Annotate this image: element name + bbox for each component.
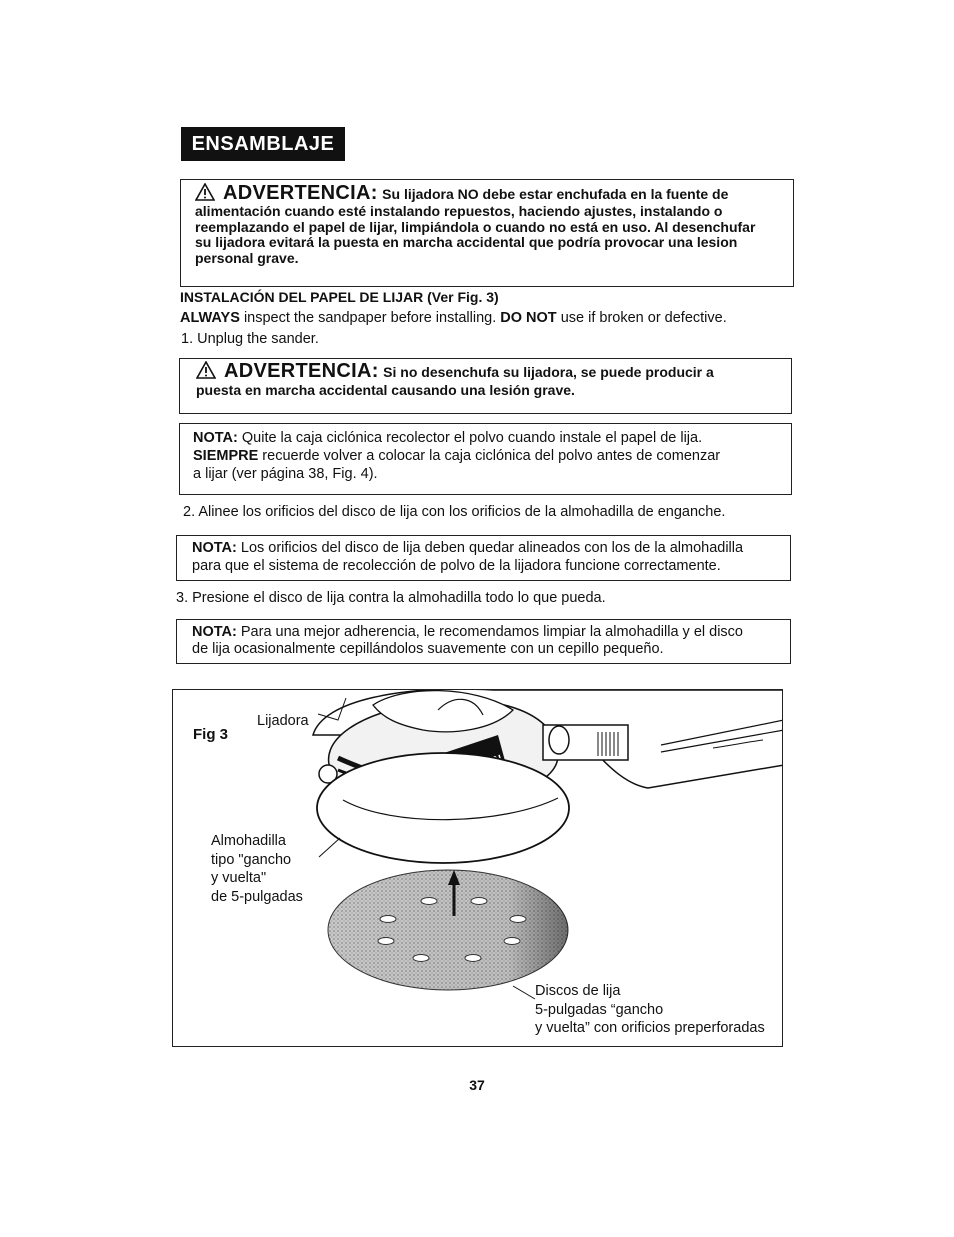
warning-1-lead: Su lijadora NO debe estar enchufada en la fuente de (382, 186, 729, 202)
pad-callout-line: tipo "gancho (211, 851, 292, 868)
note-3-label: NOTA: (192, 624, 237, 640)
pad-callout-line: Almohadilla (211, 833, 286, 849)
note-1-text: Quite la caja ciclónica recolector el polvo cuando instale el papel de lija. (241, 430, 703, 446)
section-title: ENSAMBLAJE (181, 127, 345, 161)
note-2-text: Los orificios del disco de lija deben quedar alineados con los de la almohadilla (240, 540, 744, 556)
step-2: 2. Alinee los orificios del disco de lija con los orificios de la almohadilla de enganche. (183, 504, 726, 520)
disc-callout-line: Discos de lija (535, 983, 621, 999)
note-1-siempre: SIEMPRE (193, 448, 259, 464)
warning-box-1 (180, 179, 794, 287)
always-text-1: inspect the sandpaper before installing. (243, 310, 497, 326)
warning-1-line: su lijadora evitará la puesta en marcha accidental que podría provocar una lesion (195, 234, 738, 250)
warning-1-line: personal grave. (195, 249, 299, 266)
note-1-label: NOTA: (193, 430, 238, 446)
sander-callout: Lijadora (257, 713, 309, 729)
install-heading: INSTALACIÓN DEL PAPEL DE LIJAR (Ver Fig. 3) (180, 289, 499, 305)
do-not-emphasis: DO NOT (500, 310, 557, 326)
warning-1-line: alimentación cuando esté instalando repuestos, haciendo ajustes, instalando o (195, 203, 723, 219)
warning-1-heading: ADVERTENCIA: (223, 182, 378, 204)
always-emphasis: ALWAYS (180, 310, 240, 326)
step-3: 3. Presione el disco de lija contra la almohadilla todo lo que pueda. (176, 590, 606, 606)
pad-callout-line: de 5-pulgadas (211, 888, 303, 905)
note-1-text-3: a lijar (ver página 38, Fig. 4). (193, 466, 378, 482)
figure-label: Fig 3 (193, 726, 229, 743)
note-box-2 (176, 535, 791, 581)
note-3-text-2: de lija ocasionalmente cepillándolos suavemente con un cepillo pequeño. (192, 641, 664, 657)
warning-triangle-icon (196, 361, 216, 379)
warning-2-lead: Si no desenchufa su lijadora, se puede producir a (383, 364, 714, 380)
warning-triangle-icon (195, 183, 215, 201)
figure-3 (172, 689, 783, 1047)
note-2-text-2: para que el sistema de recolección de polvo de la lijadora funcione correctamente. (192, 558, 721, 574)
disc-callout (535, 982, 765, 1038)
note-2-label: NOTA: (192, 540, 237, 556)
warning-2-line: puesta en marcha accidental causando una lesión grave. (196, 382, 575, 398)
note-box-3 (176, 619, 791, 664)
warning-1-line: reemplazando el papel de lijar, limpiándola o cuando no está en uso. Al desenchufar (195, 218, 756, 235)
warning-box-2 (179, 358, 792, 414)
always-text-2: use if broken or defective. (560, 310, 727, 326)
page-number: 37 (469, 1077, 485, 1093)
pad-callout (211, 832, 303, 906)
pad-callout-line: y vuelta" (211, 870, 267, 886)
disc-callout-line: y vuelta” con orificios preperforadas (535, 1020, 765, 1036)
note-1-text-2: recuerde volver a colocar la caja ciclónica del polvo antes de comenzar (262, 448, 721, 464)
disc-callout-line: 5-pulgadas “gancho (535, 1001, 664, 1018)
warning-2-heading: ADVERTENCIA: (224, 360, 379, 382)
note-3-text: Para una mejor adherencia, le recomendamos limpiar la almohadilla y el disco (240, 624, 743, 640)
always-instruction (180, 309, 727, 327)
step-1: 1. Unplug the sander. (181, 331, 319, 347)
note-box-1 (179, 423, 792, 495)
